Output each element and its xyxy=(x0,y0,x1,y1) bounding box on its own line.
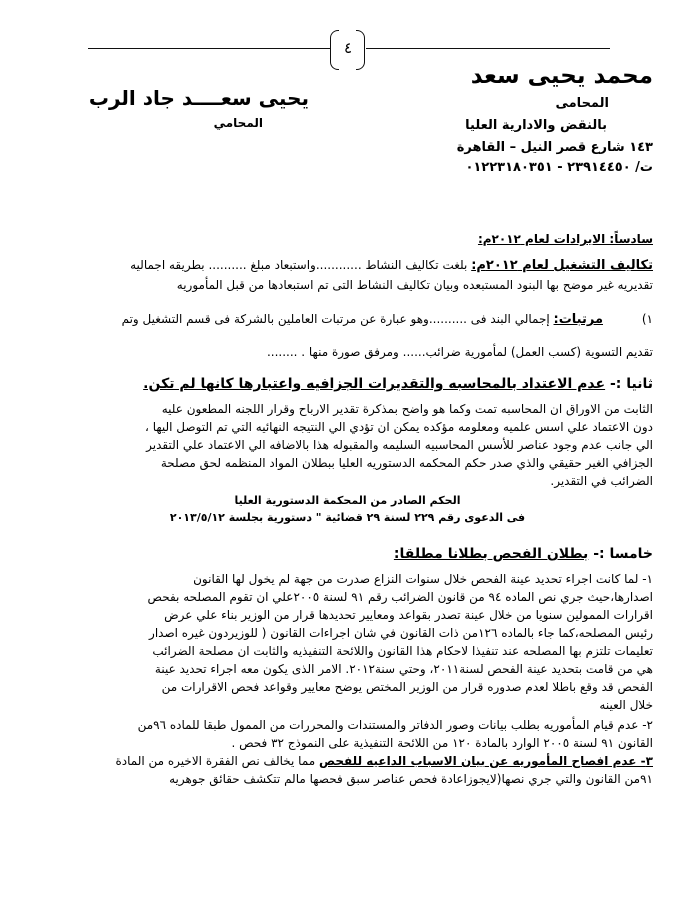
section-2-line-5: الضرائب في التقدير. xyxy=(550,474,653,488)
section-6-item-1-line-1 xyxy=(122,312,603,327)
section-5-p3-line-2: ٩١من القانون والتي جري نصها(لايجوزاعادة فحص عناصر سبق فحصها مالم تتكشف حقائق جوهريه xyxy=(169,772,653,786)
lawyer-title-left: المحامي xyxy=(213,116,263,130)
section-5-p1-line-7: الفحص قد وقع باطلا لعدم صدوره قرار من الوزير المختص يوضح معايير وقواعد فحص الاقرارات من xyxy=(161,680,653,694)
ruling-line-2: فى الدعوى رقم ٢٢٩ لسنة ٢٩ قضائية " دستورية بجلسة ٢٠١٣/٥/١٢ xyxy=(169,511,526,524)
section-5-prefix: خامسا :- xyxy=(593,546,653,562)
header-rule-right xyxy=(366,48,610,49)
section-5-p1-line-1: ١- لما كانت اجراء تحديد عينة الفحص خلال سنوات النزاع صدرت من جهة لم يخول لها القانون xyxy=(193,572,653,586)
section-2-line-2: دون الاعتماد علي اسس علميه ومعلومه مؤكده يمكن ان تؤدي الي النتيجه النهائيه التي تم التوصل اليها ، xyxy=(145,420,653,434)
section-5-p3-rest: مما يخالف نص الفقرة الاخيره من المادة xyxy=(115,754,320,768)
section-6-item-1-label: مرتبات: xyxy=(553,312,603,327)
section-5-heading: بطلان الفحص بطلانا مطلقا: xyxy=(393,546,589,562)
section-2-heading-line xyxy=(143,376,653,392)
section-5-p1-line-6: هي من قامت بتحديد عينة الفحص لسنة٢٠١١، وحتي سنة٢٠١٢. الامر الذى يكون معه اجراء تحديد عينة xyxy=(154,662,653,676)
section-2-line-4: الجزافي الغير حقيقي والذي صدر حكم المحكمه الدستوريه العليا ببطلان المواد المنظمه لحق مصلحة xyxy=(160,456,653,470)
section-6-cost-line-1 xyxy=(42,258,653,273)
section-5-p1-line-4: رئيس المصلحه،كما جاء بالماده ١٢٦من ذات القانون في شان اجراءات القانون ( للوزيردون غيره اصدار xyxy=(149,626,653,640)
ruling-line-1: الحكم الصادر من المحكمة الدستورية العليا xyxy=(234,494,461,507)
section-6-item-1-text: إجمالي البند فى ..........وهو عبارة عن مرتبات العاملين بالشركة فى قسم التشغيل وتم xyxy=(121,312,550,326)
section-6-cost-line-2: تقديريه غير موضح بها البنود المستبعده وبيان تكاليف النشاط التى تم استبعادها من قبل المأموريه xyxy=(176,278,653,292)
section-5-p1-line-5: تعليمات تلتزم بها المصلحه عند تنفيذا لاحكام هذا القانون واللائحة التنفيذيه والثابت ان مصلحة الضرائب xyxy=(152,644,653,658)
page-number: ٤ xyxy=(343,39,353,57)
section-5-p1-line-2: اصدارها،حيث جري نص الماده ٩٤ من قانون الضرائب رقم ٩١ لسنة ٢٠٠٥علي ان تقوم المصلحه بفحص xyxy=(147,590,653,604)
section-2-line-3: الي جانب عدم وجود عناصر للأسس المحاسبيه السليمه والمقبوله هذا بالاضافه الي الاعتماد علي التقدير xyxy=(146,438,653,452)
lawyer-name-left: يحيى سعــــد جاد الرب xyxy=(88,86,309,110)
section-2-heading: عدم الاعتداد بالمحاسبه والتقديرات الجزافيه واعتبارها كانها لم تكن. xyxy=(143,376,606,392)
lawyer-title-right: المحامى xyxy=(555,96,609,111)
section-6-cost-text: بلغت تكاليف النشاط ............واستبعاد مبلغ .......... بطريقه اجماليه xyxy=(130,258,468,272)
lawyer-name-right: محمد يحيى سعد xyxy=(470,63,653,89)
section-5-p1-line-3: اقرارات الممولين سنويا من خلال عينة تصدر بقواعد ومعايير تحديدها قرار من الوزير بناء علي عرض xyxy=(164,608,653,622)
section-6-heading: سادساً: الايرادات لعام ٢٠١٢م: xyxy=(477,232,653,246)
section-6-item-1-line-2: تقديم التسوية (كسب العمل) لمأمورية ضرائب...... ومرفق صورة منها . ........ xyxy=(266,345,653,359)
section-2-line-1: الثابت من الاوراق ان المحاسبه تمت وكما هو واضح بمذكرة تقدير الارباح وقرار اللجنه المطعون عليه xyxy=(161,402,653,416)
section-5-p3-line-1 xyxy=(115,754,653,768)
section-5-p2-line-1: ٢- عدم قيام المأموريه بطلب بيانات وصور الدفاتر والمستندات والمحررات من الممول طبقا للماده ٩٦من xyxy=(137,718,653,732)
header-rule-left xyxy=(88,48,330,49)
court-line: بالنقض والادارية العليا xyxy=(465,118,607,133)
section-5-p1-line-8: خلال العينه xyxy=(599,698,653,712)
section-5-p3-emphasis: ٣- عدم افصاح المأموريه عن بيان الاسباب الداعيه للفحص xyxy=(319,754,653,768)
section-2-prefix: ثانيا :- xyxy=(609,376,653,392)
phone-line: ت/ ٢٣٩١٤٤٥٠ - ٠١٢٢٣١٨٠٣٥١ xyxy=(465,160,653,175)
section-6-item-1-number: ١) xyxy=(641,312,653,326)
address-line: ١٤٣ شارع قصر النيل – القاهرة xyxy=(456,140,653,155)
section-6-cost-label: تكاليف التشغيل لعام ٢٠١٢م: xyxy=(471,258,653,273)
section-5-heading-line xyxy=(394,546,653,562)
section-5-p2-line-2: القانون ٩١ لسنة ٢٠٠٥ الوارد بالمادة ١٢٠ من اللائحة التنفيذية على النموذج ٣٢ فحص . xyxy=(231,736,653,750)
